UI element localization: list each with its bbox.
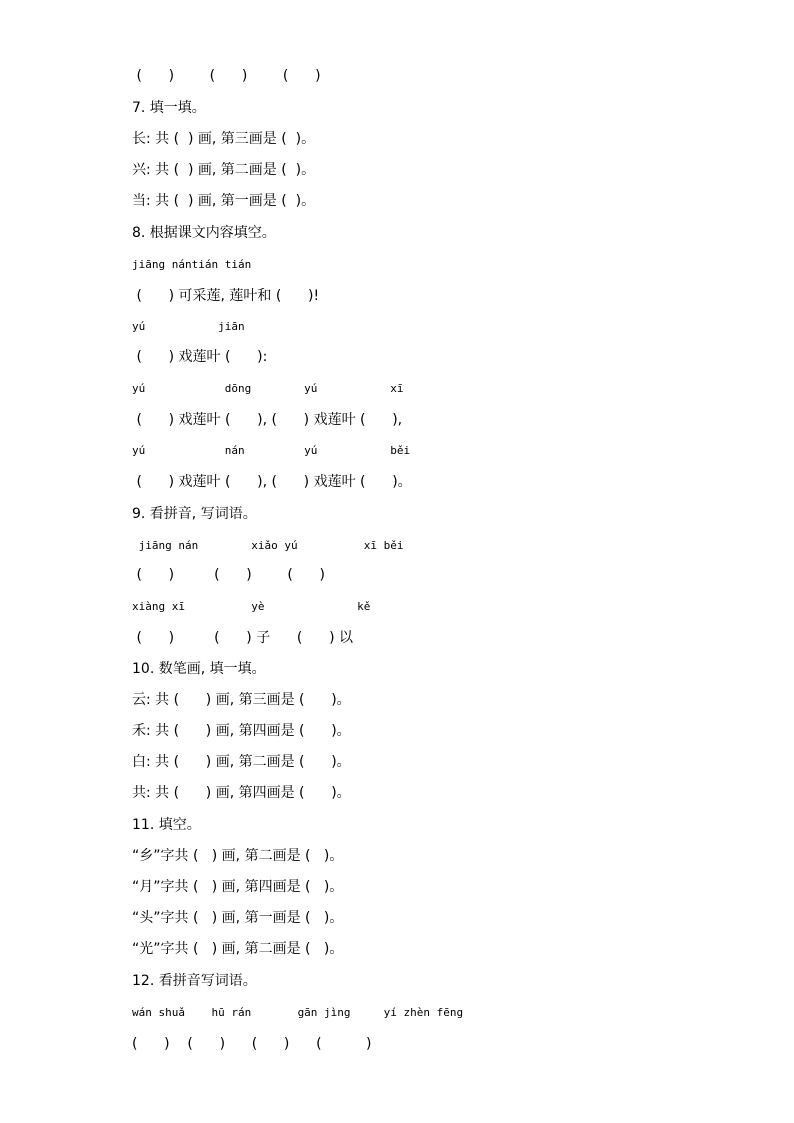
blank-line: ( ) 戏莲叶 ( ), ( ) 戏莲叶 ( )。 xyxy=(132,474,412,490)
blank-line: 云: 共 ( ) 画, 第三画是 ( )。 xyxy=(132,692,351,708)
question-heading: 12. 看拼音写词语。 xyxy=(132,973,257,989)
blank-line: 禾: 共 ( ) 画, 第四画是 ( )。 xyxy=(132,723,351,739)
pinyin-line: yú nán yú běi xyxy=(132,444,411,457)
blank-line: 长: 共 ( ) 画, 第三画是 ( )。 xyxy=(132,131,316,147)
blank-line: 白: 共 ( ) 画, 第二画是 ( )。 xyxy=(132,754,351,770)
pinyin-line: yú dōng yú xī xyxy=(132,382,404,395)
blank-line: ( ) 戏莲叶 ( ): xyxy=(132,349,268,365)
blank-line: 当: 共 ( ) 画, 第一画是 ( )。 xyxy=(132,193,316,209)
question-heading: 9. 看拼音, 写词语。 xyxy=(132,506,257,522)
pinyin-line: yú jiān xyxy=(132,320,245,333)
question-heading: 11. 填空。 xyxy=(132,817,201,833)
question-heading: 8. 根据课文内容填空。 xyxy=(132,225,276,241)
blank-line: “月”字共 ( ) 画, 第四画是 ( )。 xyxy=(132,879,344,895)
blank-line: 共: 共 ( ) 画, 第四画是 ( )。 xyxy=(132,785,351,801)
pinyin-line: jiāng nán xiǎo yú xī běi xyxy=(132,539,404,552)
blank-line: ( ) 可采莲, 莲叶和 ( )! xyxy=(132,288,320,304)
pinyin-line: wán shuǎ hū rán gān jìng yí zhèn fēng xyxy=(132,1006,464,1019)
blank-line: ( ) ( ) ( ) ( ) xyxy=(132,1036,372,1052)
blank-line: ( ) 戏莲叶 ( ), ( ) 戏莲叶 ( ), xyxy=(132,412,403,428)
blank-line: “头”字共 ( ) 画, 第一画是 ( )。 xyxy=(132,910,344,926)
blank-line: 兴: 共 ( ) 画, 第二画是 ( )。 xyxy=(132,162,316,178)
blank-line: ( ) ( ) ( ) xyxy=(132,567,325,583)
question-heading: 7. 填一填。 xyxy=(132,100,206,116)
blank-line: “光”字共 ( ) 画, 第二画是 ( )。 xyxy=(132,941,344,957)
question-heading: 10. 数笔画, 填一填。 xyxy=(132,661,266,677)
blank-line: “乡”字共 ( ) 画, 第二画是 ( )。 xyxy=(132,848,344,864)
pinyin-line: jiāng nántián tián xyxy=(132,258,252,271)
blank-line: ( ) ( ) 子 ( ) 以 xyxy=(132,630,353,646)
pinyin-line: xiàng xī yè kě xyxy=(132,600,371,613)
blank-line: ( ) ( ) ( ) xyxy=(132,68,321,84)
